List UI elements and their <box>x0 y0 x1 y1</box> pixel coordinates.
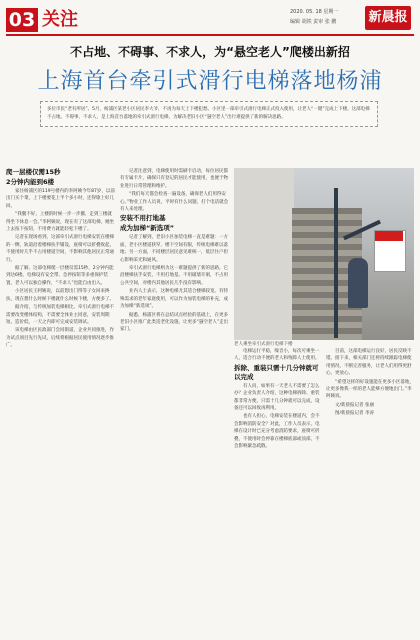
article-column-4 <box>326 348 414 634</box>
paragraph: 目前，这部电梯运行良好，居民反映不错。接下来，相关部门还将持续跟踪电梯使用情况，不断完善服务，让老人们用得更舒心、更放心。 <box>326 349 412 377</box>
header-divider <box>6 34 414 36</box>
section-subheading: 成为加梯“新选项” <box>120 224 175 233</box>
paragraph: 小区居民王阿姨说，以前想出门得等子女回来搀扶，现在想什么时候下楼就什么时候下楼，方便多了。 <box>6 289 114 302</box>
paragraph: “我腿不好，上楼的时候一步一步挪，走到三楼就得坐下休息一会。”李阿姨说，现在有了这部电梯，她坐上去按下按钮，不用费力就能轻松下楼了。 <box>6 212 115 233</box>
date-line: 2020. 05. 18 星期一 <box>290 9 339 15</box>
paragraph: 电梯运行平稳，噪音小，每次可乘坐一人，适合行动不便的老人和残障人士使用。 <box>234 349 320 362</box>
paragraph: 记者注意到，电梯使用时需刷卡启动，每位居民都有专属卡片，确保只有登记的居民才能使用，也便于物业进行日常管理和维护。 <box>120 169 228 189</box>
section-subheading: 安装不用打地基 <box>120 214 166 223</box>
section-subheading: 2分钟内能到6楼 <box>6 178 55 186</box>
paragraph: 据介绍，与传统加装电梯相比，牵引式滑行电梯不需要改变楼体结构，不需要全体业主同意，安装周期短、造价低，一天之内即可完成安装调试。 <box>6 305 114 325</box>
paragraph: 也有人担心，电梯安装在楼道内，会不会影响消防安全？对此，工作人员表示，电梯在设计时已充分考虑消防要求，座椅可折叠，不使用时会停靠在楼梯底部或顶部，不会影响紧急疏散。 <box>234 414 320 450</box>
section-number: 03 <box>6 8 38 32</box>
photo-elevator-seat <box>348 258 368 308</box>
photo-wall <box>234 168 294 340</box>
photo-caption: 老人乘坐牵引式滑行电梯下楼 <box>234 342 293 347</box>
article-headline: 上海首台牵引式滑行电梯落地杨浦 <box>37 69 383 94</box>
paragraph: “我们每天都会检查一遍设备，确保老人们用得安心。”物业工作人员说，平时有什么问题，打个电话就会有人来处理。 <box>120 192 229 213</box>
article-lead: 多位市民“老有所居”。5月，杨浦区某老小区居民李大爷，不再为每天上下楼犯愁。小区里一部牵引式滑行电梯正式投入使用，让老人“一键”完成上下楼。这部电梯不占地、不碍事、不求人，是上海首台落地的牵引式滑行电梯，为解决老旧小区“悬空老人”出行难提供了新的解决思路。 <box>40 101 378 127</box>
article-column-1 <box>6 168 116 634</box>
paragraph: 牵引式滑行电梯则为这一难题提供了新的思路。它沿楼梯扶手安装，不用打地基，不用破墙开洞，不占用公共空间，对楼内其他居民几乎没有影响。 <box>120 266 228 286</box>
paragraph: 该电梯由区民政部门会同街道、企业共同推进，作为试点项目先行先试，后续将根据居民使用情况逐步推广。 <box>6 328 114 349</box>
paragraph: 记者在现场看到，这部牵引式滑行电梯安装在楼梯的一侧，轨道沿着楼梯扶手铺设，座椅可以折叠收起，不使用时几乎不占用楼道空间，不影响其他居民正常通行。 <box>6 235 114 263</box>
paragraph: “希望这样的好设施能在更多小区落地，让更多像我一样的老人能够方便地出门。”李阿姨说。 <box>326 379 414 400</box>
paragraph: 家住杨浦区的119号楼内的李阿姨今年87岁，以前出门买个菜，上下楼要花上半个多小时，还得歇上好几回。 <box>6 189 115 209</box>
page-header <box>0 0 420 38</box>
paragraph: 据悉，杨浦区将在总结试点经验的基础上，在更多老旧小区推广此类适老化设施，让更多“悬空老人”走出家门。 <box>120 312 229 333</box>
section-subheading: 拆除、重装只需十几分钟就可以完成 <box>234 363 319 381</box>
article-photo <box>234 168 414 340</box>
paragraph: 据了解，这部电梯爬一层楼仅需15秒，2分钟内能到达6楼。电梯设有安全带、急停按钮等多重保护装置，老人可以独自操作，“不求人”也能自由出入。 <box>6 266 114 286</box>
article-subheadline: 不占地、不碍事、不求人，为“悬空老人”爬楼出新招 <box>70 45 350 59</box>
paragraph: 记者了解到，老旧小区加装电梯一直是难题：一方面，老小区楼道狭窄，楼下空间有限，传统电梯难以落地；另一方面，不同楼层居民意见难统一，低层住户担心影响采光和通风。 <box>120 235 228 263</box>
section-subheading: 爬一层楼仅需15秒 <box>6 168 61 176</box>
photo-rail <box>334 188 338 338</box>
editor-line: 编辑 胡铁 责审 张 鹏 <box>290 19 337 25</box>
section-name: 关注 <box>42 9 78 30</box>
paragraph: 有人问，如果有一天老人不需要了怎么办？企业负责人介绍，这种电梯拆除、重装都非常方便，只需十几分钟就可以完成，设备还可以回收再利用。 <box>234 383 320 412</box>
photo-sign-header <box>375 231 403 241</box>
paragraph: 文/新晨报记者 张丽 <box>335 402 374 408</box>
newspaper-logo: 新晨报 <box>365 6 411 30</box>
paragraph: 业内人士表示，这种电梯尤其适合楼梯较宽、有特殊需求的老年家庭使用，可以作为加装电梯的补充，成为加梯“新选项”。 <box>120 289 228 310</box>
paragraph: 图/新晨报记者 李涛 <box>335 411 374 417</box>
article-column-3 <box>234 348 320 634</box>
article-column-2 <box>120 168 230 634</box>
